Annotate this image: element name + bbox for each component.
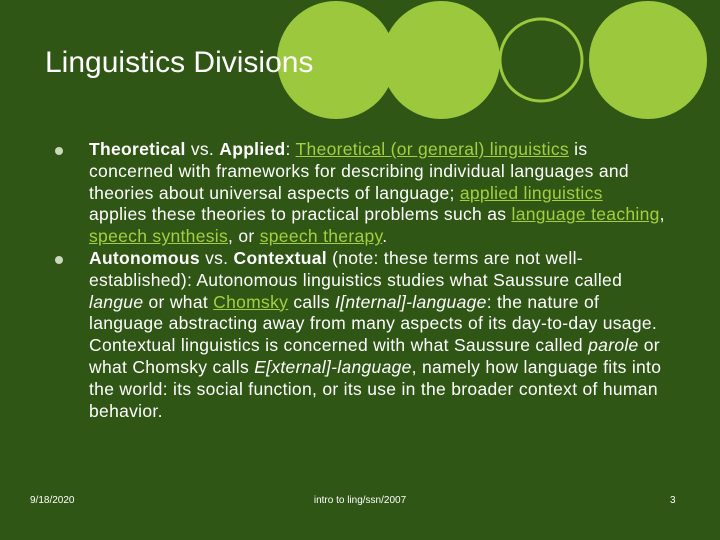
text-segment: parole	[588, 335, 639, 356]
wiki-link[interactable]: language teaching	[511, 204, 660, 225]
text-segment: ,	[659, 204, 665, 225]
slide-title: Linguistics Divisions	[45, 46, 314, 79]
text-segment: E[xternal]-language	[254, 356, 412, 377]
text-segment: vs.	[199, 247, 234, 268]
text-segment: applies these theories to practical problems such as	[89, 204, 512, 225]
text-segment: langue	[89, 291, 144, 312]
bullet-item-autonomous-contextual	[55, 248, 665, 422]
wiki-link[interactable]: speech synthesis	[89, 226, 229, 247]
footer-date: 9/18/2020	[30, 495, 75, 506]
text-segment: , namely how language fits into the world: its social function, or its use in the broader context of human behavior.	[89, 356, 662, 421]
wiki-link[interactable]: applied linguistics	[459, 182, 603, 203]
bullet-list	[55, 139, 665, 422]
footer-center-text: intro to ling/ssn/2007	[313, 495, 407, 506]
text-segment: or what	[143, 291, 214, 312]
text-segment: : the nature of language abstracting away from many aspects of its day-to-day usage. Contextual linguistics is concerned with what Saussure called	[89, 291, 658, 356]
text-segment: I[nternal]-language	[335, 291, 487, 312]
text-segment: Applied	[219, 139, 286, 159]
wiki-link[interactable]: speech therapy	[259, 226, 383, 247]
wiki-link[interactable]: Theoretical (or general) linguistics	[295, 139, 569, 159]
text-segment: .	[382, 226, 388, 247]
text-segment: Contextual	[233, 247, 327, 268]
outline-circle-right	[500, 19, 582, 101]
page-number: 3	[670, 495, 676, 506]
text-segment: vs.	[185, 139, 220, 159]
bullet-text	[89, 248, 665, 422]
bullet-icon	[55, 256, 63, 264]
wiki-link[interactable]: Chomsky	[213, 291, 289, 312]
bullet-icon	[55, 147, 63, 155]
text-segment: :	[285, 139, 296, 159]
text-segment: (note: these terms are not well-established): Autonomous linguistics studies what Saussure called	[89, 247, 623, 290]
text-segment: calls	[288, 291, 336, 312]
text-segment: is concerned with frameworks for describing individual languages and theories about universal aspects of language;	[89, 139, 629, 203]
text-segment: , or	[228, 226, 260, 247]
text-segment: Autonomous	[89, 247, 200, 268]
bullet-item-theoretical-applied	[55, 139, 665, 248]
text-segment: Theoretical	[89, 139, 186, 159]
bullet-text	[89, 139, 665, 248]
filled-circle-right	[589, 1, 707, 119]
text-segment: or what Chomsky calls	[89, 335, 660, 377]
filled-circle-middle	[382, 1, 500, 119]
